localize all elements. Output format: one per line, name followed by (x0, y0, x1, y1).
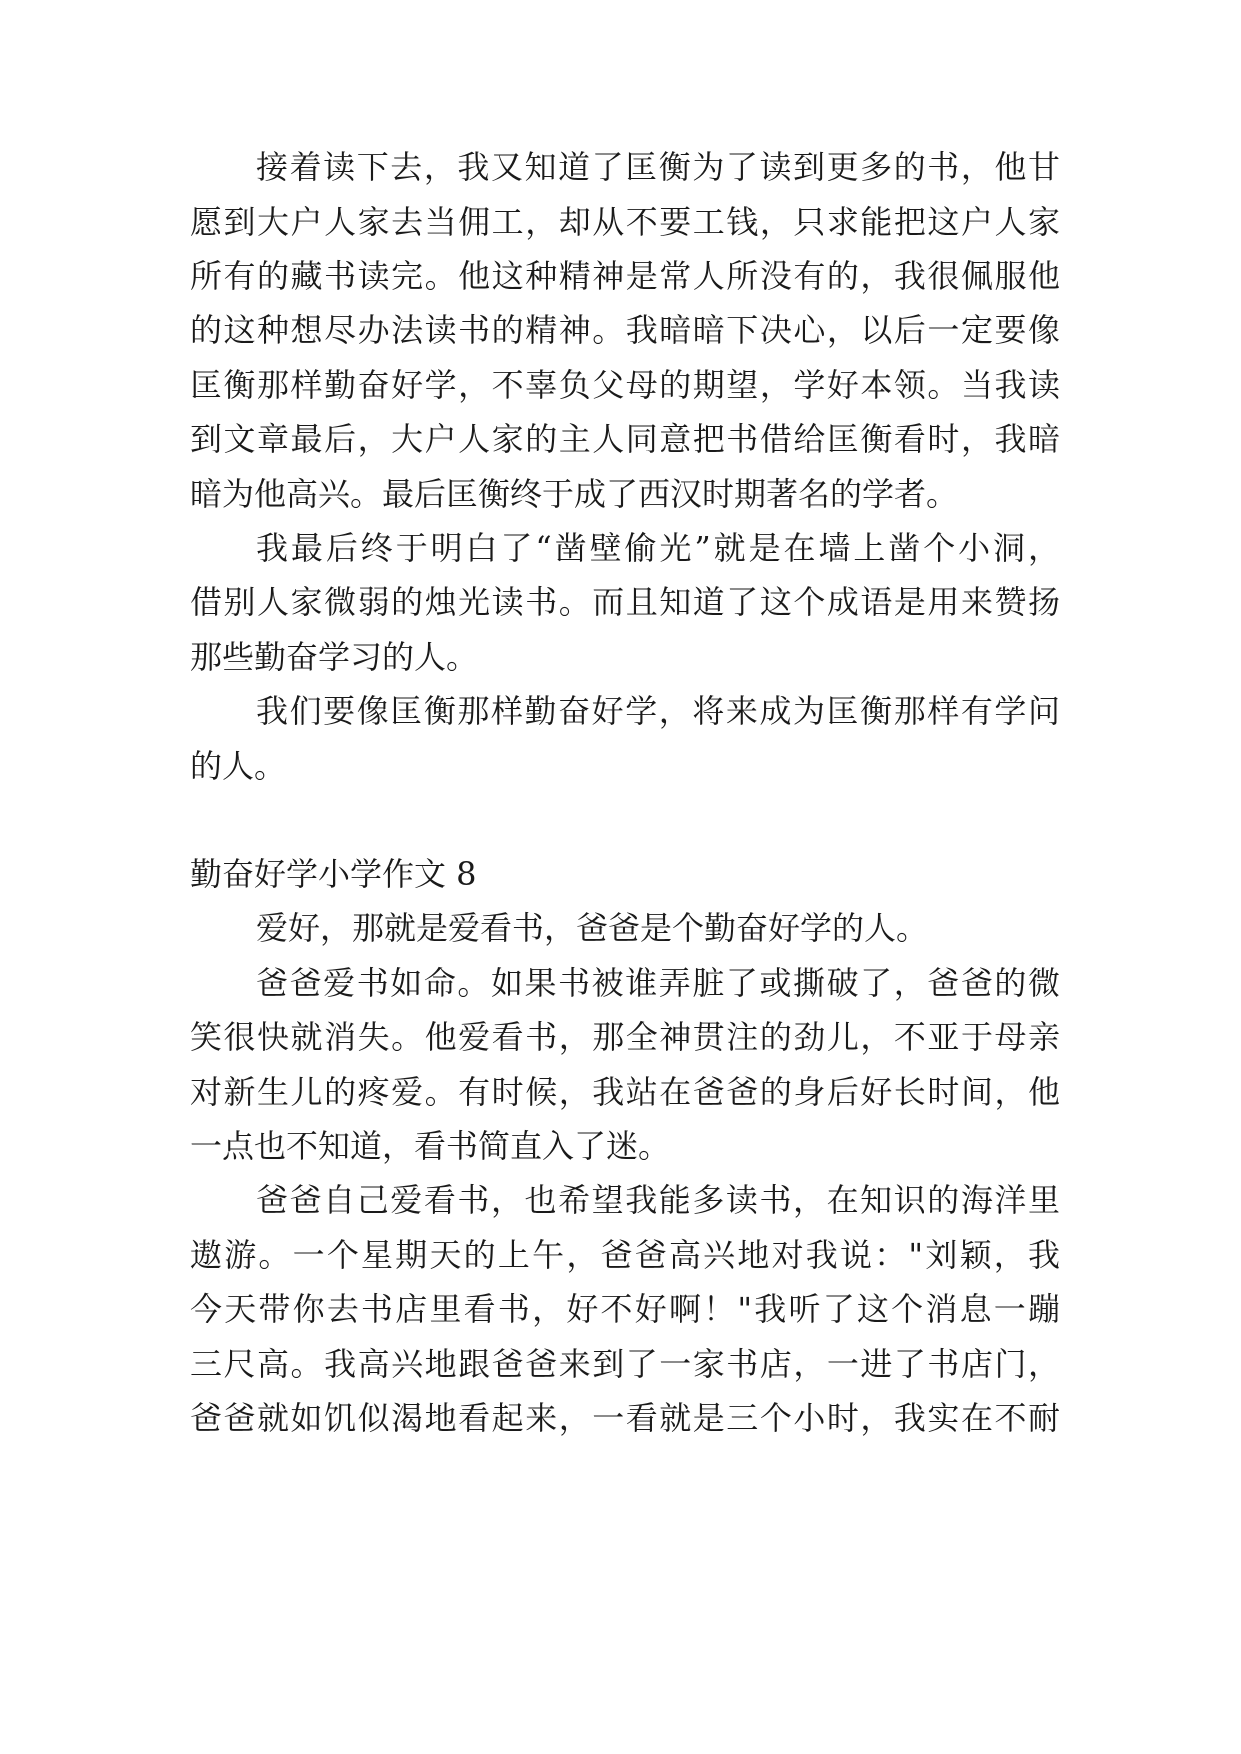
paragraph-line: 那些勤奋学习的人。 (190, 638, 479, 676)
paragraph-line: 的这种想尽办法读书的精神。我暗暗下决心，以后一定要像 (190, 311, 1060, 349)
paragraph-line: 到文章最后，大户人家的主人同意把书借给匡衡看时，我暗 (190, 420, 1060, 458)
paragraph-line: 匡衡那样勤奋好学，不辜负父母的期望，学好本领。当我读 (190, 366, 1060, 404)
paragraph-line: 笑很快就消失。他爱看书，那全神贯注的劲儿，不亚于母亲 (190, 1018, 1060, 1056)
paragraph-line: 对新生儿的疼爱。有时候，我站在爸爸的身后好长时间，他 (190, 1073, 1060, 1111)
paragraph-line: 三尺高。我高兴地跟爸爸来到了一家书店，一进了书店门， (190, 1345, 1060, 1383)
paragraph-line: 暗为他高兴。最后匡衡终于成了西汉时期著名的学者。 (190, 475, 959, 513)
paragraph-line: 的人。 (190, 747, 287, 785)
paragraph-line: 所有的藏书读完。他这种精神是常人所没有的，我很佩服他 (190, 257, 1060, 295)
paragraph-line: 今天带你去书店里看书，好不好啊！"我听了这个消息一蹦 (190, 1290, 1060, 1328)
paragraph-line: 愿到大户人家去当佣工，却从不要工钱，只求能把这户人家 (190, 203, 1060, 241)
paragraph-line: 一点也不知道，看书简直入了迷。 (190, 1127, 671, 1165)
paragraph-line: 我们要像匡衡那样勤奋好学，将来成为匡衡那样有学问 (256, 692, 1060, 730)
paragraph-line: 我最后终于明白了“凿壁偷光”就是在墙上凿个小洞， (256, 529, 1060, 567)
paragraph-line: 爸爸自己爱看书，也希望我能多读书，在知识的海洋里 (256, 1181, 1060, 1219)
paragraph-line: 爸爸就如饥似渴地看起来，一看就是三个小时，我实在不耐 (190, 1399, 1060, 1437)
paragraph-line: 遨游。一个星期天的上午，爸爸高兴地对我说："刘颖，我 (190, 1236, 1060, 1274)
paragraph-line: 爸爸爱书如命。如果书被谁弄脏了或撕破了，爸爸的微 (256, 964, 1060, 1002)
paragraph-line: 借别人家微弱的烛光读书。而且知道了这个成语是用来赞扬 (190, 583, 1060, 621)
paragraph-line: 爱好，那就是爱看书，爸爸是个勤奋好学的人。 (256, 909, 929, 947)
paragraph-line: 接着读下去，我又知道了匡衡为了读到更多的书，他甘 (256, 148, 1060, 186)
section-heading: 勤奋好学小学作文 8 (190, 855, 477, 893)
